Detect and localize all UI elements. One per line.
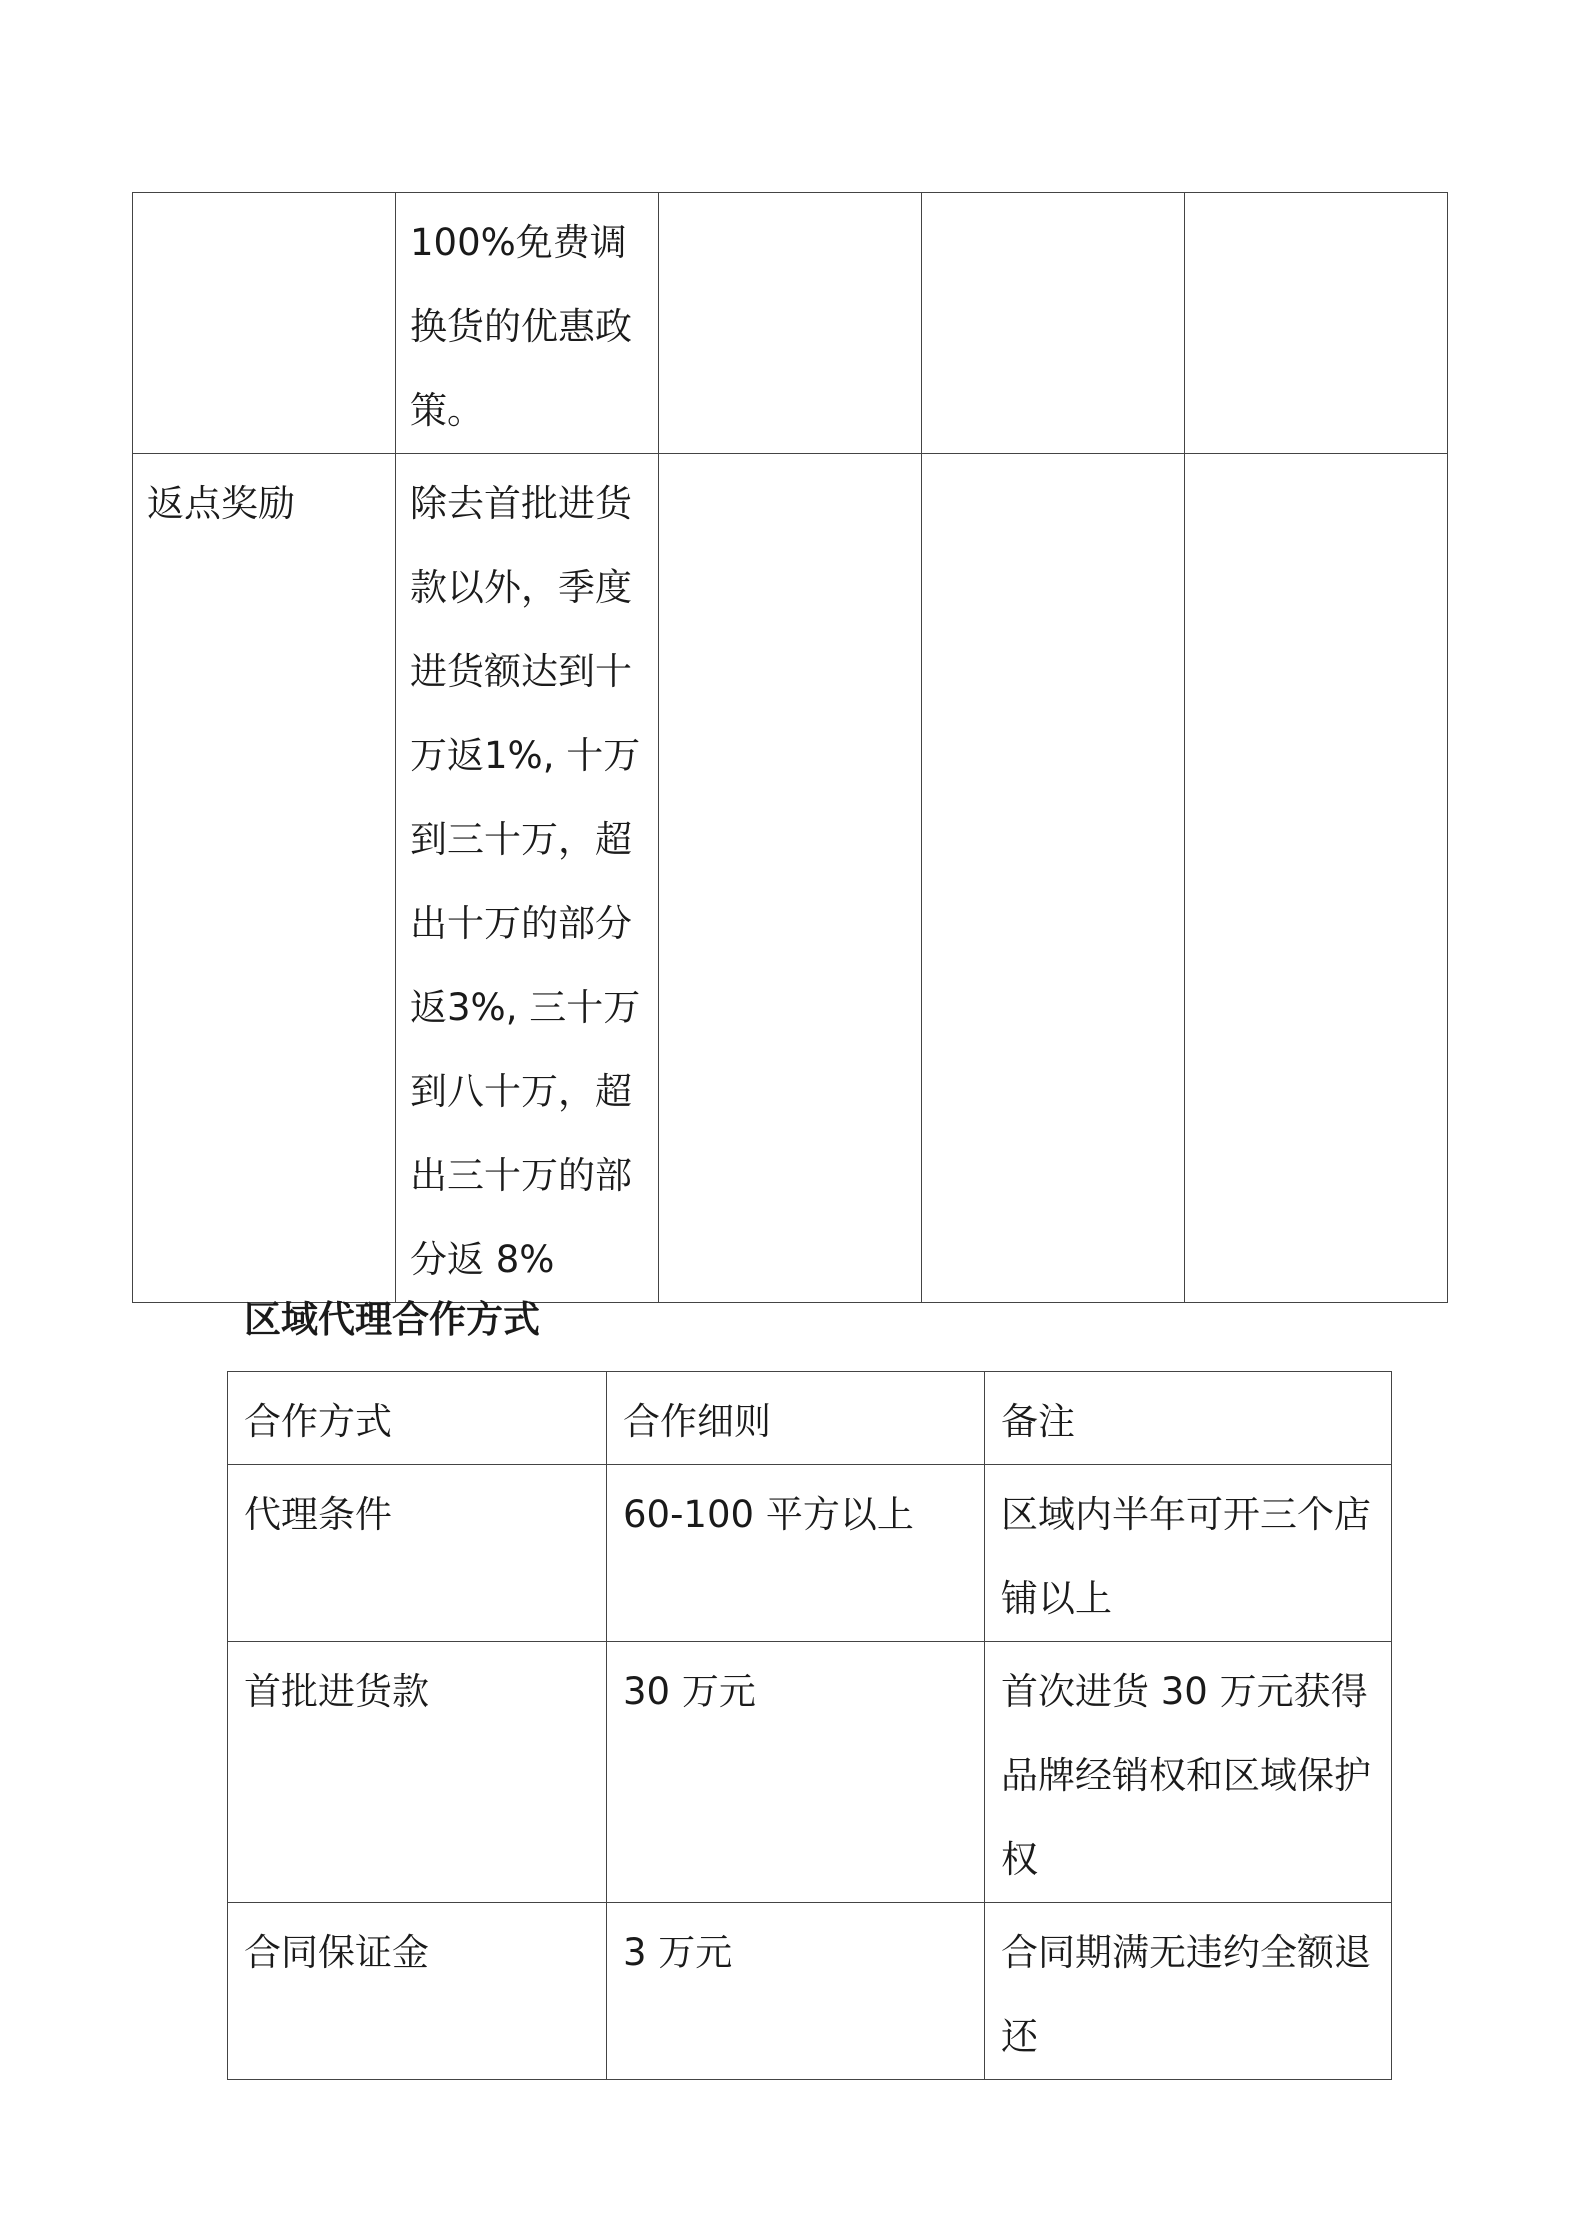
table-header-cell <box>607 1372 985 1465</box>
header-text: 合作方式 <box>244 1400 392 1443</box>
table-row <box>133 193 1448 454</box>
header-text: 合作细则 <box>623 1400 771 1443</box>
table-cell <box>985 1642 1392 1903</box>
table-cell <box>985 1465 1392 1642</box>
cell-text: 区域内半年可开三个店铺以上 <box>1001 1493 1371 1620</box>
header-text: 备注 <box>1001 1400 1075 1443</box>
table-cell <box>985 1903 1392 2080</box>
table-row <box>228 1465 1392 1642</box>
table-cell <box>922 193 1185 454</box>
table-cell <box>1185 454 1448 1303</box>
table-cell <box>228 1903 607 2080</box>
table-cell <box>659 193 922 454</box>
cell-text: 除去首批进货款以外，季度进货额达到十万返1%, 十万到三十万，超出十万的部分返3%, 三十万到八十万，超出三十万的部分返 8% <box>410 482 641 1281</box>
cell-text: 100%免费调换货的优惠政策。 <box>410 221 632 432</box>
table-header-cell <box>985 1372 1392 1465</box>
table-row <box>228 1642 1392 1903</box>
table-cell <box>607 1642 985 1903</box>
table-cell <box>922 454 1185 1303</box>
cell-text: 代理条件 <box>244 1493 392 1536</box>
cell-text: 60-100 平方以上 <box>623 1493 914 1536</box>
table-cell <box>396 193 659 454</box>
cell-text: 首次进货 30 万元获得品牌经销权和区域保护权 <box>1001 1670 1371 1881</box>
table-header-cell <box>228 1372 607 1465</box>
cell-text: 合同期满无违约全额退还 <box>1001 1931 1371 2058</box>
table-cell <box>607 1903 985 2080</box>
table-cell <box>133 454 396 1303</box>
section-heading: 区域代理合作方式 <box>244 1298 540 1341</box>
table-cell <box>228 1465 607 1642</box>
cell-text: 返点奖励 <box>147 482 295 525</box>
table-cell <box>228 1642 607 1903</box>
cell-text: 3 万元 <box>623 1931 733 1974</box>
agency-cooperation-table <box>227 1371 1392 2080</box>
cell-text: 合同保证金 <box>244 1931 429 1974</box>
table-cell <box>396 454 659 1303</box>
table-cell <box>659 454 922 1303</box>
policy-table <box>132 192 1448 1303</box>
table-row <box>228 1903 1392 2080</box>
table-header-row <box>228 1372 1392 1465</box>
table-cell <box>607 1465 985 1642</box>
cell-text: 30 万元 <box>623 1670 756 1713</box>
cell-text <box>133 193 395 201</box>
table-cell <box>1185 193 1448 454</box>
table-cell <box>133 193 396 454</box>
table-row <box>133 454 1448 1303</box>
cell-text: 首批进货款 <box>244 1670 429 1713</box>
